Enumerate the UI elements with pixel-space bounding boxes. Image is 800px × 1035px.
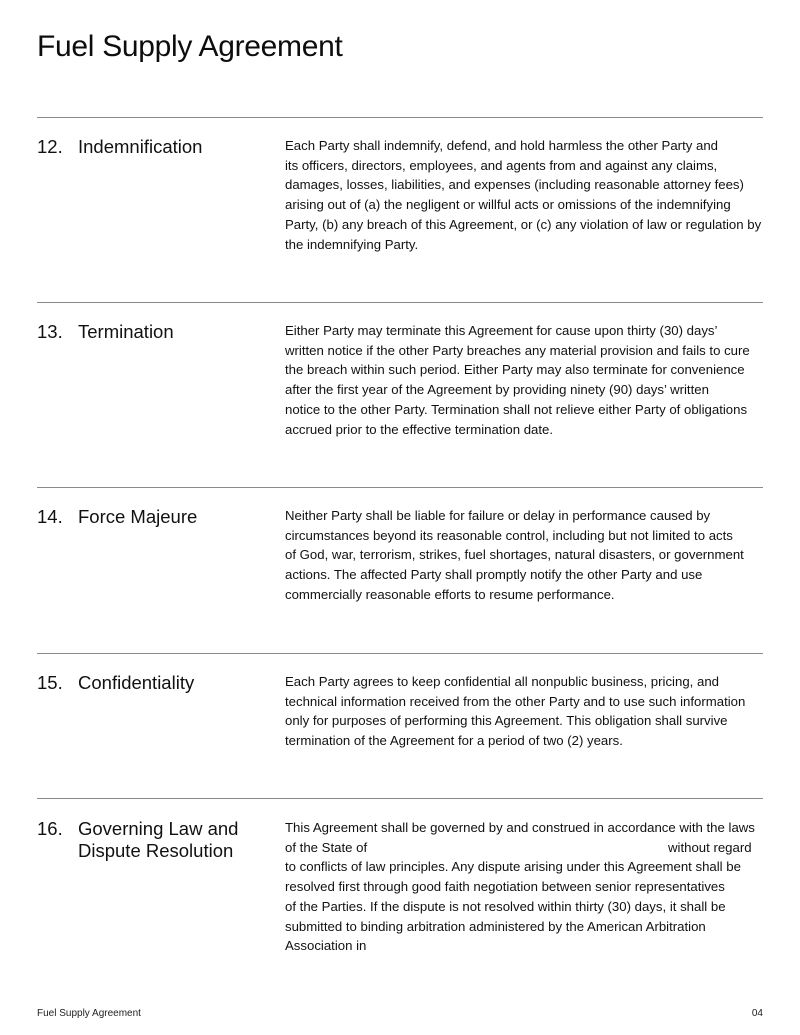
section-title: Force Majeure (78, 506, 198, 527)
document-title: Fuel Supply Agreement (37, 30, 343, 63)
section-number: 13. (37, 321, 63, 342)
section-title-line: Governing Law and (78, 818, 239, 839)
body-line: Neither Party shall be liable for failure or delay in performance caused by (285, 508, 711, 523)
body-line: of God, war, terrorism, strikes, fuel shortages, natural disasters, or government (285, 547, 744, 563)
section-divider (37, 302, 763, 303)
section-divider (37, 487, 763, 488)
body-line: accrued prior to the effective termination date. (285, 421, 554, 437)
section-divider (37, 117, 763, 118)
section-title: Termination (78, 321, 174, 342)
body-line: commercially reasonable efforts to resume performance. (285, 586, 615, 602)
body-line: notice to the other Party. Termination shall not relieve either Party of obligations (285, 401, 748, 417)
body-line-with-blank (285, 838, 767, 858)
body-line: the indemnifying Party. (285, 236, 419, 252)
body-line: to conflicts of law principles. Any dispute arising under this Agreement shall be (285, 859, 741, 875)
body-line: arising out of (a) the negligent or willful acts or omissions of the indemnifying (285, 197, 731, 213)
body-line: Association in (285, 938, 367, 954)
section-number: 15. (37, 672, 63, 693)
body-line-right: without regard (668, 839, 752, 855)
body-line: actions. The affected Party shall promptly notify the other Party and use (285, 567, 703, 583)
body-line: This Agreement shall be governed by and construed in accordance with the laws (285, 820, 755, 835)
body-line: Either Party may terminate this Agreement for cause upon thirty (30) days’ (285, 323, 718, 338)
section-number: 16. (37, 818, 63, 839)
body-line: Each Party shall indemnify, defend, and hold harmless the other Party and (285, 138, 718, 153)
body-line: circumstances beyond its reasonable control, including but not limited to acts (285, 527, 733, 543)
body-line: only for purposes of performing this Agreement. This obligation shall survive (285, 713, 728, 729)
body-line: Party, (b) any breach of this Agreement, or (c) any violation of law or regulation by (285, 216, 762, 232)
body-line: technical information received from the other Party and to use such information (285, 693, 746, 709)
body-line: of the Parties. If the dispute is not resolved within thirty (30) days, it shall be (285, 898, 726, 914)
body-line: its officers, directors, employees, and agents from and against any claims, (285, 157, 718, 173)
section-body (285, 672, 767, 751)
section-title-line: Dispute Resolution (78, 840, 234, 861)
section-body (285, 321, 767, 439)
body-line-left: of the State of (285, 839, 368, 855)
body-line: the breach within such period. Either Party may also terminate for convenience (285, 362, 745, 378)
body-line: written notice if the other Party breaches any material provision and fails to cure (285, 342, 750, 358)
body-line: resolved first through good faith negotiation between senior representatives (285, 879, 725, 895)
section-number: 12. (37, 136, 63, 157)
section-title: Confidentiality (78, 672, 195, 693)
section-title: Indemnification (78, 136, 203, 157)
body-line: termination of the Agreement for a period of two (2) years. (285, 733, 623, 749)
body-line: after the first year of the Agreement by providing ninety (90) days’ written (285, 382, 709, 398)
body-line: Each Party agrees to keep confidential all nonpublic business, pricing, and (285, 674, 719, 689)
page-number: 04 (751, 1008, 763, 1019)
body-line: damages, losses, liabilities, and expenses (including reasonable attorney fees) (285, 177, 744, 193)
section-divider (37, 653, 763, 654)
section-body (285, 818, 767, 956)
section-body (285, 136, 767, 254)
section-body (285, 506, 767, 605)
section-number: 14. (37, 506, 63, 527)
body-line: submitted to binding arbitration administered by the American Arbitration (285, 918, 706, 934)
footer-document-title: Fuel Supply Agreement (37, 1008, 141, 1019)
section-divider (37, 798, 763, 799)
section-title (78, 818, 278, 862)
